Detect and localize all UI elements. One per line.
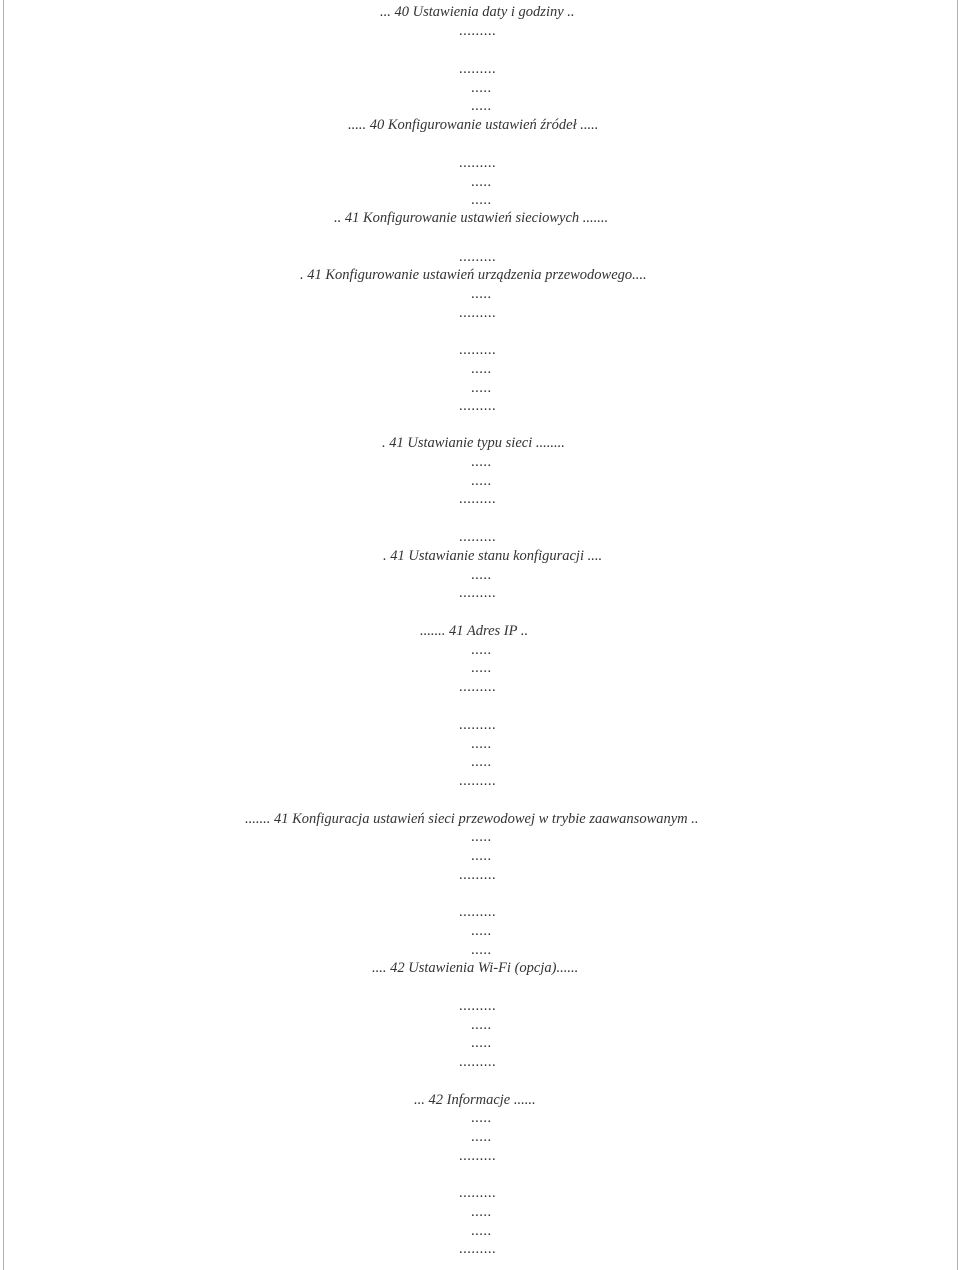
toc-entry[interactable]: . 41 Ustawianie typu sieci ........ — [382, 435, 565, 451]
toc-entry[interactable]: .... 42 Ustawienia Wi-Fi (opcja)...... — [372, 960, 579, 976]
dot-leader: ......... — [459, 1185, 497, 1201]
dot-leader: ......... — [459, 1241, 497, 1257]
dot-leader: ......... — [459, 398, 497, 414]
dot-leader: ..... — [471, 1017, 492, 1033]
dot-leader: ......... — [459, 717, 497, 733]
dot-leader: ......... — [459, 61, 497, 77]
dot-leader: ......... — [459, 305, 497, 321]
dot-leader: ..... — [471, 1110, 492, 1126]
dot-leader: ..... — [471, 642, 492, 658]
dot-leader: ..... — [471, 80, 492, 96]
dot-leader: ......... — [459, 998, 497, 1014]
dot-leader: ..... — [471, 942, 492, 958]
toc-entry[interactable]: ..... 40 Konfigurowanie ustawień źródeł ..... — [348, 117, 599, 133]
dot-leader: ......... — [459, 679, 497, 695]
dot-leader: ......... — [459, 1054, 497, 1070]
dot-leader: ......... — [459, 904, 497, 920]
dot-leader: ..... — [471, 660, 492, 676]
toc-entry[interactable]: .. 41 Konfigurowanie ustawień sieciowych ....... — [334, 210, 609, 226]
dot-leader: ..... — [471, 192, 492, 208]
dot-leader: ..... — [471, 829, 492, 845]
dot-leader: ..... — [471, 1223, 492, 1239]
toc-entry[interactable]: . 41 Konfigurowanie ustawień urządzenia przewodowego.... — [300, 267, 647, 283]
dot-leader: ..... — [471, 567, 492, 583]
dot-leader: ..... — [471, 736, 492, 752]
dot-leader: ..... — [471, 380, 492, 396]
toc-entry[interactable]: ... 40 Ustawienia daty i godziny .. — [380, 4, 575, 20]
toc-entry[interactable]: ....... 41 Adres IP .. — [420, 623, 529, 639]
dot-leader: ......... — [459, 585, 497, 601]
dot-leader: ..... — [471, 1035, 492, 1051]
dot-leader: ......... — [459, 342, 497, 358]
dot-leader: ..... — [471, 923, 492, 939]
toc-entry[interactable]: ....... 41 Konfiguracja ustawień sieci przewodowej w trybie zaawansowanym .. — [245, 811, 699, 827]
toc-entry[interactable]: ... 42 Informacje ...... — [414, 1092, 536, 1108]
dot-leader: ......... — [459, 23, 497, 39]
dot-leader: ......... — [459, 773, 497, 789]
dot-leader: ..... — [471, 286, 492, 302]
dot-leader: ......... — [459, 249, 497, 265]
dot-leader: ..... — [471, 473, 492, 489]
page-border-right — [957, 0, 958, 1270]
dot-leader: ..... — [471, 98, 492, 114]
dot-leader: ......... — [459, 491, 497, 507]
dot-leader: ..... — [471, 1204, 492, 1220]
dot-leader: ..... — [471, 848, 492, 864]
dot-leader: ..... — [471, 361, 492, 377]
dot-leader: ..... — [471, 174, 492, 190]
toc-entry[interactable]: . 41 Ustawianie stanu konfiguracji .... — [383, 548, 603, 564]
dot-leader: ......... — [459, 529, 497, 545]
dot-leader: ..... — [471, 1129, 492, 1145]
dot-leader: ......... — [459, 1148, 497, 1164]
page-border-left — [3, 0, 4, 1270]
dot-leader: ......... — [459, 155, 497, 171]
dot-leader: ..... — [471, 454, 492, 470]
dot-leader: ..... — [471, 754, 492, 770]
dot-leader: ......... — [459, 867, 497, 883]
